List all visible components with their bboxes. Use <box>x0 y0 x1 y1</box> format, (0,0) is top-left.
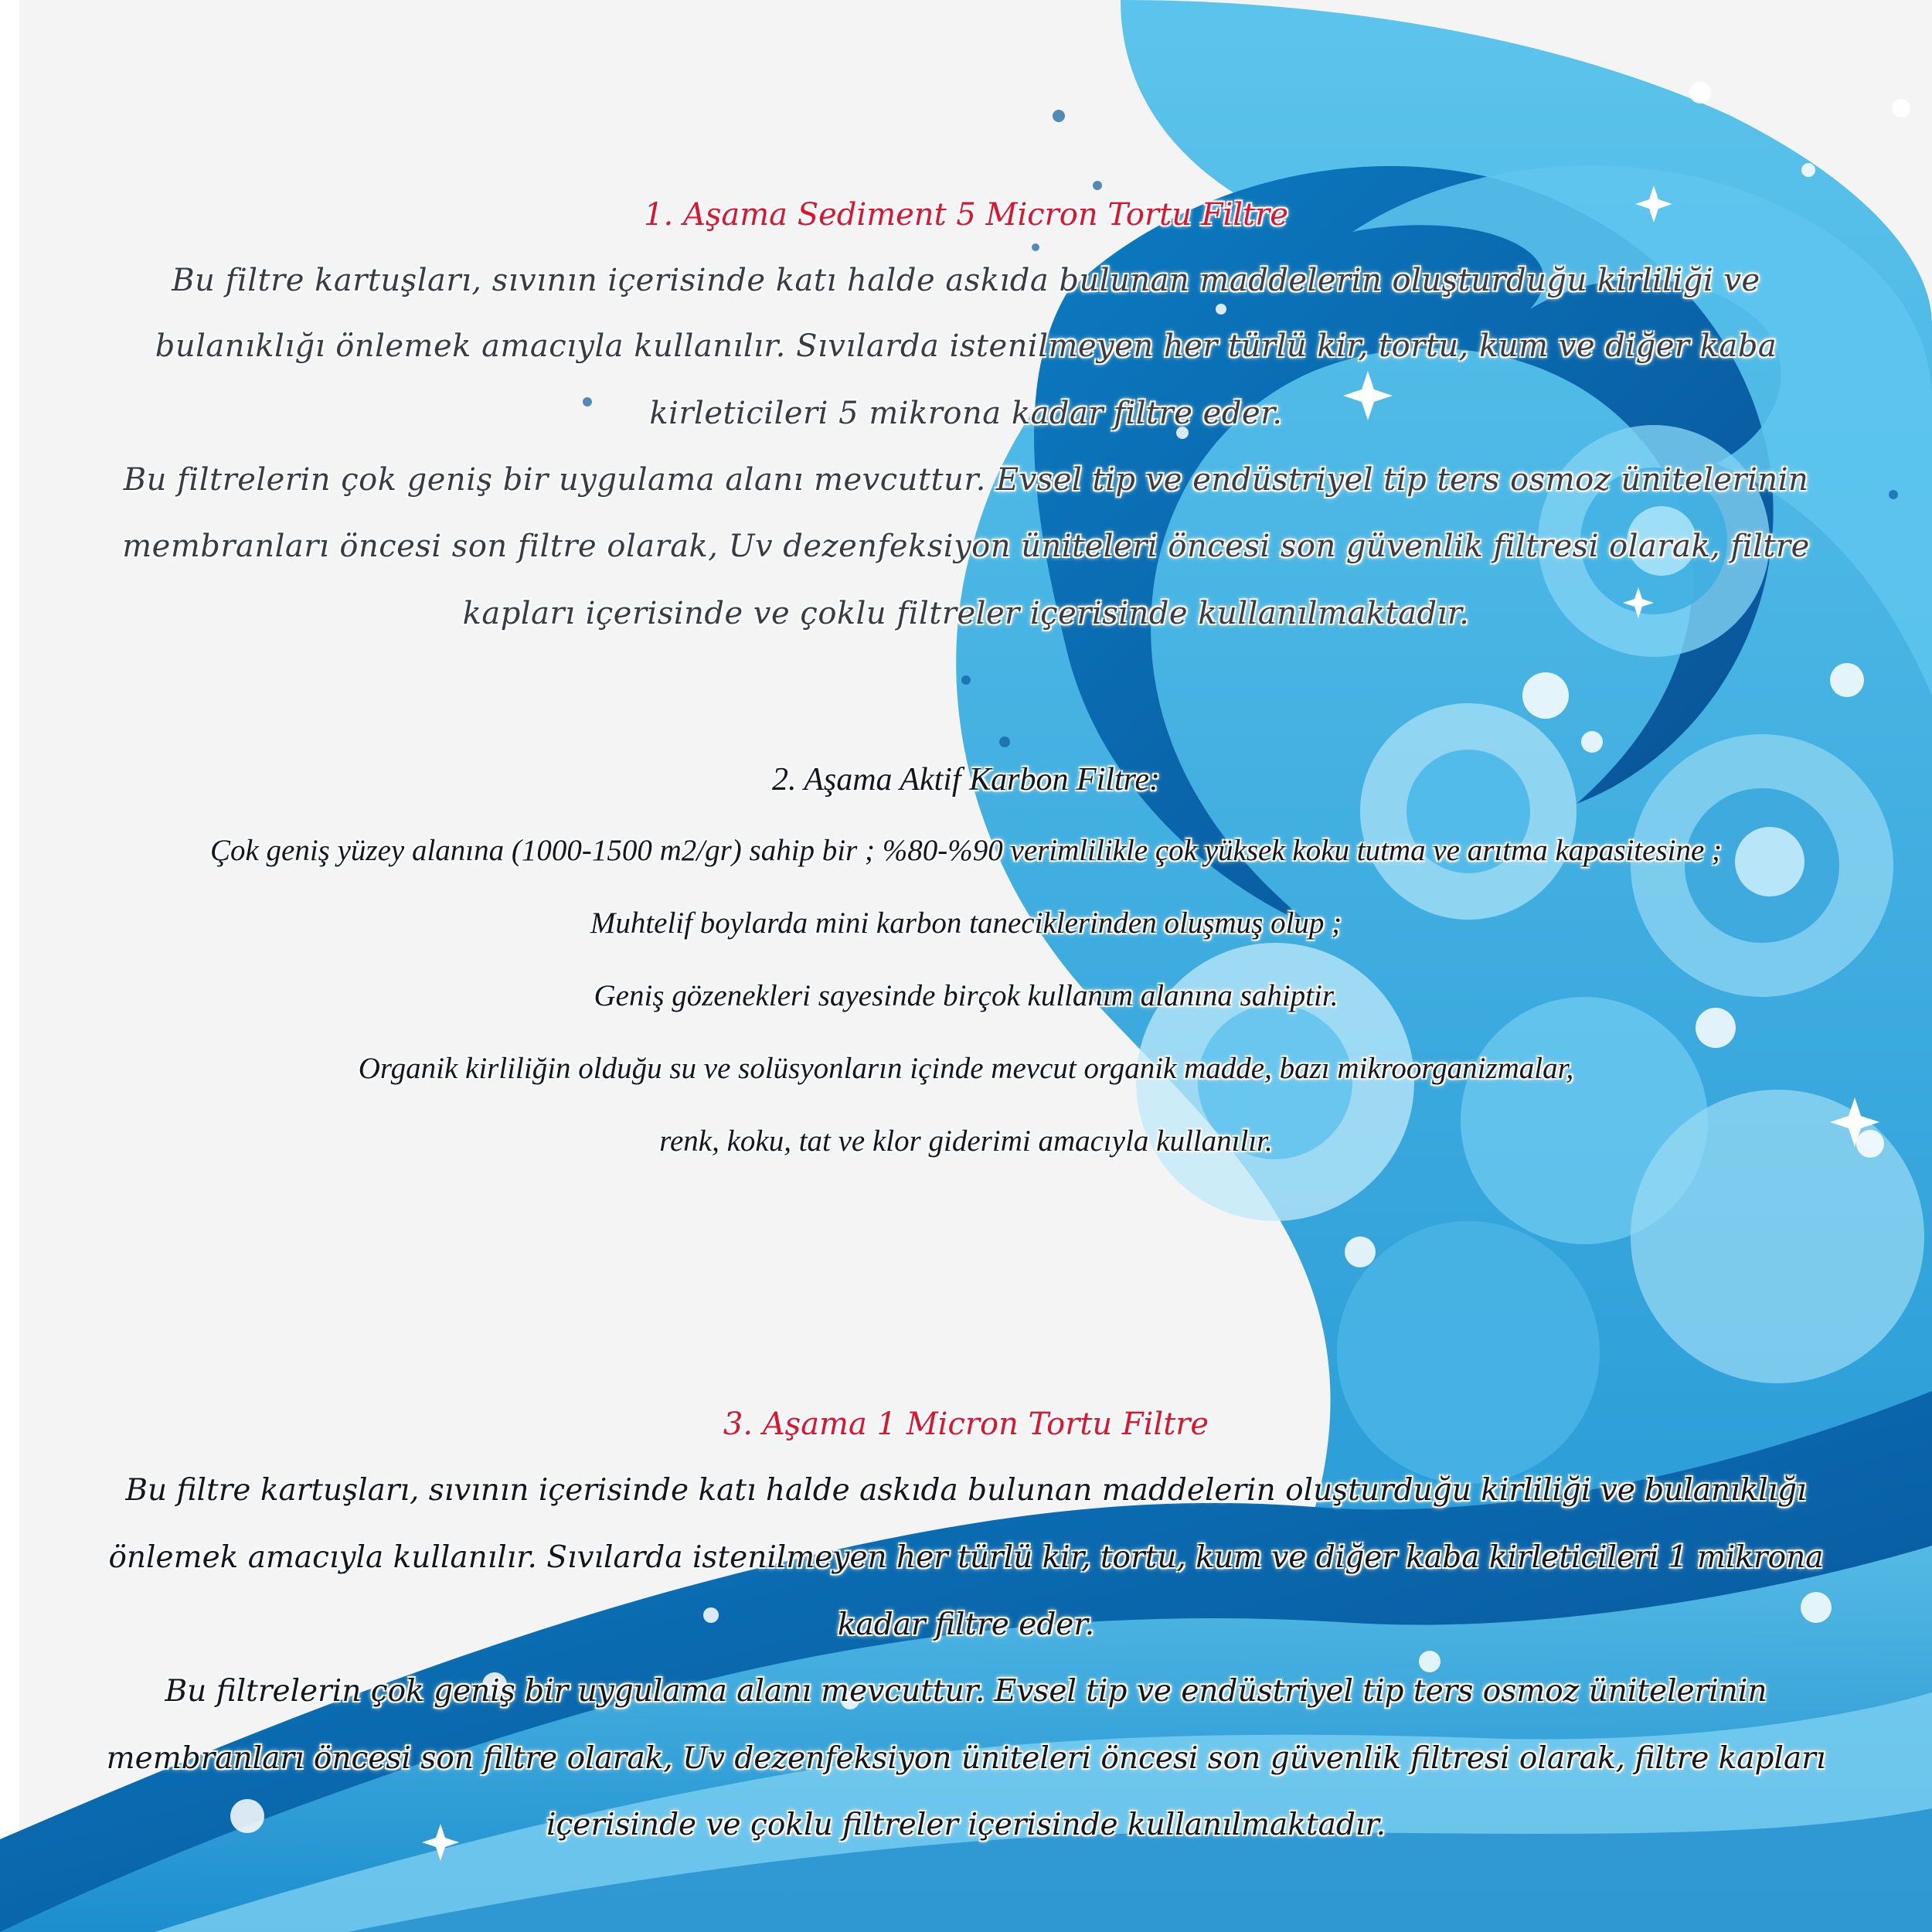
section-1-line-6: kapları içerisinde ve çoklu filtreler içerisinde kullanılmaktadır. <box>462 596 1470 631</box>
section-3-heading: 3. Aşama 1 Micron Tortu Filtre <box>723 1406 1209 1442</box>
section-1-line-3: kirleticileri 5 mikrona kadar filtre eder. <box>649 396 1283 431</box>
section-1-heading: 1. Aşama Sediment 5 Micron Tortu Filtre <box>644 197 1288 233</box>
section-2-line-3: Geniş gözenekleri sayesinde birçok kullanım alanına sahiptir. <box>594 979 1338 1012</box>
section-1-line-1: Bu filtre kartuşları, sıvının içerisinde katı halde askıda bulunan maddelerin oluşturduğu kirliliği ve <box>172 263 1760 298</box>
section-2-line-4: Organik kirliliğin olduğu su ve solüsyonların içinde mevcut organik madde, bazı mikroorganizmalar, <box>358 1052 1574 1085</box>
section-3-line-4: Bu filtrelerin çok geniş bir uygulama alanı mevcuttur. Evsel tip ve endüstriyel tip ters osmoz ünitelerinin <box>165 1674 1767 1709</box>
section-2-line-1: Çok geniş yüzey alanına (1000-1500 m2/gr) sahip bir ; %80-%90 verimlilikle çok yüksek koku tutma ve arıtma kapasitesine ; <box>209 834 1723 867</box>
section-1-line-5: membranları öncesi son filtre olarak, Uv dezenfeksiyon üniteleri öncesi son güvenlik filtresi olarak, filtre <box>122 529 1810 564</box>
section-2-line-2: Muhtelif boylarda mini karbon taneciklerinden oluşmuş olup ; <box>590 906 1342 940</box>
section-3-line-1: Bu filtre kartuşları, sıvının içerisinde katı halde askıda bulunan maddelerin oluşturduğu kirliliği ve bulanıklığı <box>125 1473 1807 1508</box>
section-2-heading: 2. Aşama Aktif Karbon Filtre: <box>771 762 1161 798</box>
section-1-line-2: bulanıklığı önlemek amacıyla kullanılır. Sıvılarda istenilmeyen her türlü kir, tortu, kum ve diğer kaba <box>155 328 1777 364</box>
section-3-line-2: önlemek amacıyla kullanılır. Sıvılarda istenilmeyen her türlü kir, tortu, kum ve diğer kaba kirleticileri 1 mikrona <box>108 1540 1824 1575</box>
section-3-line-3: kadar filtre eder. <box>837 1607 1095 1642</box>
section-1-line-4: Bu filtrelerin çok geniş bir uygulama alanı mevcuttur. Evsel tip ve endüstriyel tip ters osmoz ünitelerinin <box>123 462 1809 498</box>
section-3-line-5: membranları öncesi son filtre olarak, Uv dezenfeksiyon üniteleri öncesi son güvenlik filtresi olarak, filtre kapları <box>106 1741 1826 1776</box>
section-2-line-5: renk, koku, tat ve klor giderimi amacıyla kullanılır. <box>659 1124 1273 1158</box>
section-3-line-6: içerisinde ve çoklu filtreler içerisinde kullanılmaktadır. <box>546 1808 1386 1842</box>
